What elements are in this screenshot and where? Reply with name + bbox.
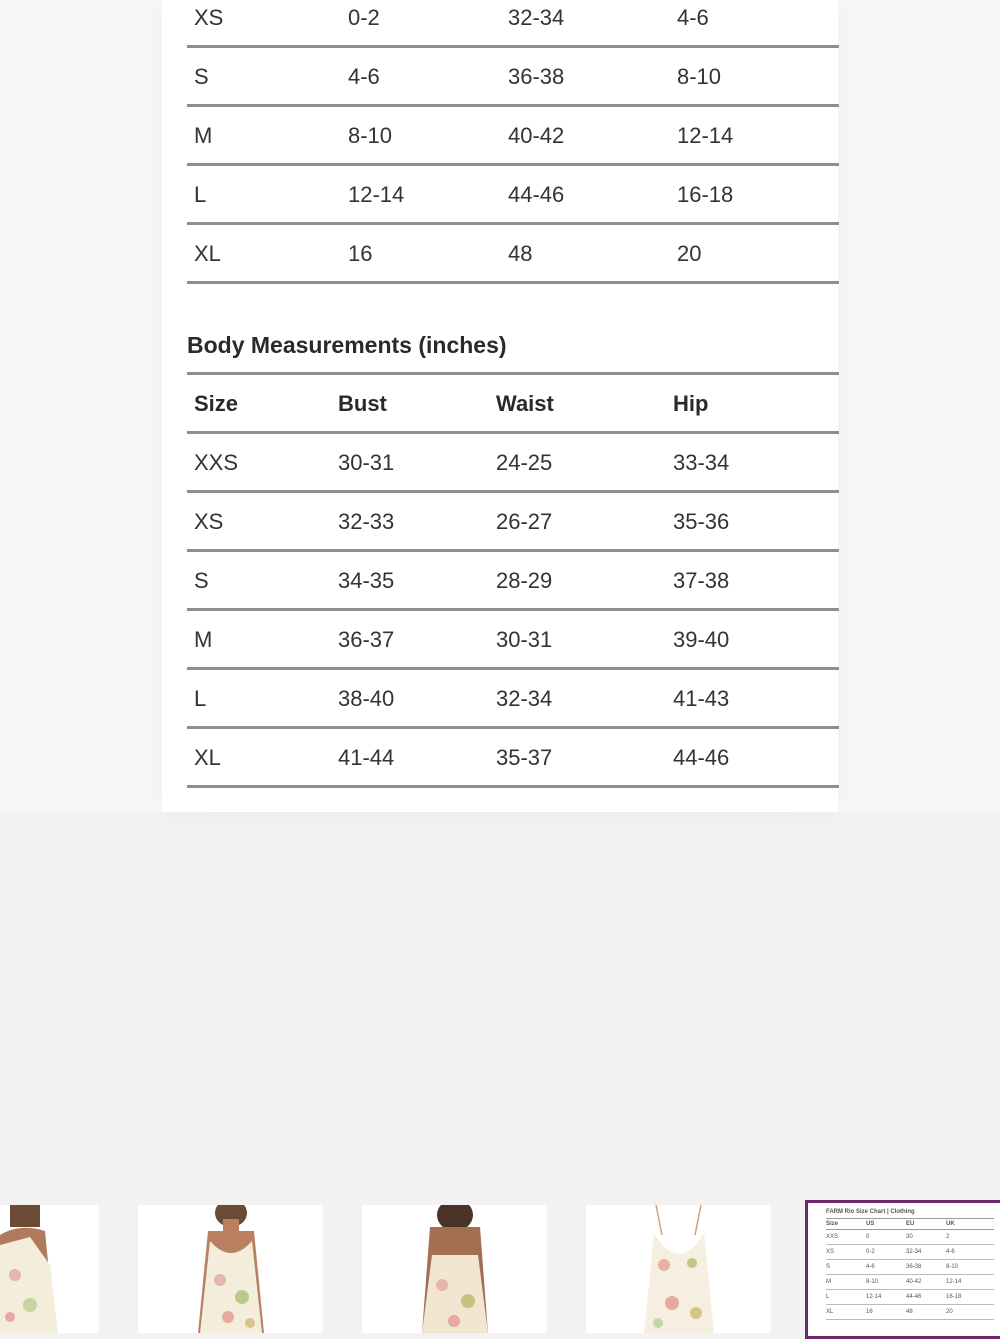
column-header-hip: Hip	[673, 391, 709, 416]
mini-header-us: US	[866, 1221, 875, 1227]
thumbnail-dress-front[interactable]	[138, 1205, 323, 1333]
table-row	[187, 729, 839, 788]
hip-cell: 37-38	[673, 568, 730, 593]
size-cell: XL	[194, 745, 221, 770]
hip-cell: 33-34	[673, 450, 730, 475]
mini-cell: 0-2	[866, 1249, 875, 1255]
mini-cell: 0	[866, 1234, 870, 1240]
thumbnail-strip	[0, 1200, 1000, 1333]
mini-cell: 12-14	[946, 1279, 962, 1285]
table-row	[187, 166, 839, 225]
mini-cell: 40-42	[906, 1279, 922, 1285]
mini-cell: 36-38	[906, 1264, 922, 1270]
us-cell: 8-10	[348, 123, 393, 148]
column-header-size: Size	[194, 391, 239, 416]
table-header-row	[187, 372, 839, 434]
bust-cell: 32-33	[338, 509, 395, 534]
size-cell: S	[194, 64, 209, 89]
mini-cell: 48	[906, 1309, 913, 1315]
thumbnail-dress-back[interactable]	[362, 1205, 547, 1333]
bust-cell: 38-40	[338, 686, 395, 711]
body-measurements-table	[187, 372, 839, 788]
size-cell: XL	[194, 241, 221, 266]
mini-header-eu: EU	[906, 1221, 915, 1227]
table-row	[187, 552, 839, 611]
mini-chart-row	[826, 1290, 994, 1305]
mini-chart-row	[826, 1245, 994, 1260]
mini-cell: L	[826, 1294, 830, 1300]
waist-cell: 28-29	[496, 568, 553, 593]
us-cell: 4-6	[348, 64, 380, 89]
mini-cell: 16	[866, 1309, 873, 1315]
table-row	[187, 225, 839, 284]
uk-cell: 20	[677, 241, 702, 266]
hip-cell: 44-46	[673, 745, 730, 770]
us-cell: 0-2	[348, 5, 380, 30]
mini-chart-title: FARM Rio Size Chart | Clothing	[826, 1209, 915, 1215]
uk-cell: 8-10	[677, 64, 722, 89]
thumbnail-image	[0, 1205, 99, 1333]
waist-cell: 35-37	[496, 745, 553, 770]
eu-cell: 44-46	[508, 182, 565, 207]
uk-cell: 4-6	[677, 5, 709, 30]
size-cell: L	[194, 686, 207, 711]
size-cell: L	[194, 182, 207, 207]
hip-cell: 39-40	[673, 627, 730, 652]
eu-cell: 40-42	[508, 123, 565, 148]
waist-cell: 30-31	[496, 627, 553, 652]
mini-chart-row	[826, 1275, 994, 1290]
waist-cell: 32-34	[496, 686, 553, 711]
thumbnail-image	[362, 1205, 547, 1333]
mini-cell: 8-10	[866, 1279, 879, 1285]
bust-cell: 34-35	[338, 568, 395, 593]
hip-cell: 41-43	[673, 686, 730, 711]
us-cell: 12-14	[348, 182, 405, 207]
mini-header-uk: UK	[946, 1221, 955, 1227]
table-row	[187, 107, 839, 166]
size-cell: S	[194, 568, 209, 593]
bust-cell: 36-37	[338, 627, 395, 652]
size-conversion-table	[187, 0, 839, 284]
mini-chart-row	[826, 1260, 994, 1275]
mini-cell: 44-46	[906, 1294, 922, 1300]
size-cell: M	[194, 123, 213, 148]
table-row	[187, 670, 839, 729]
size-cell: M	[194, 627, 213, 652]
size-cell: XS	[194, 509, 224, 534]
mini-cell: 20	[946, 1309, 953, 1315]
mini-chart-row	[826, 1230, 994, 1245]
uk-cell: 12-14	[677, 123, 734, 148]
table-row	[187, 434, 839, 493]
mini-cell: XXS	[826, 1234, 839, 1240]
mini-cell: M	[826, 1279, 831, 1285]
eu-cell: 36-38	[508, 64, 565, 89]
table-row	[187, 611, 839, 670]
mini-cell: 2	[946, 1234, 950, 1240]
us-cell: 16	[348, 241, 373, 266]
body-measurements-title: Body Measurements (inches)	[187, 332, 507, 358]
bust-cell: 41-44	[338, 745, 395, 770]
mini-cell: 12-14	[866, 1294, 882, 1300]
thumbnail-dress-flat[interactable]	[586, 1205, 771, 1333]
mini-cell: XS	[826, 1249, 835, 1255]
uk-cell: 16-18	[677, 182, 734, 207]
table-row	[187, 0, 839, 48]
mini-size-chart	[808, 1203, 1000, 1320]
mini-cell: 30	[906, 1234, 913, 1240]
mini-chart-row	[826, 1305, 994, 1320]
hip-cell: 35-36	[673, 509, 730, 534]
column-header-bust: Bust	[338, 391, 387, 416]
mini-cell: XL	[826, 1309, 834, 1315]
mini-cell: 16-18	[946, 1294, 962, 1300]
eu-cell: 32-34	[508, 5, 565, 30]
table-row	[187, 493, 839, 552]
bust-cell: 30-31	[338, 450, 395, 475]
thumbnail-dress-front-crop[interactable]	[0, 1205, 99, 1333]
waist-cell: 24-25	[496, 450, 553, 475]
mini-cell: 8-10	[946, 1264, 959, 1270]
waist-cell: 26-27	[496, 509, 553, 534]
size-cell: XS	[194, 5, 224, 30]
mini-chart-header	[826, 1218, 994, 1230]
thumbnail-size-chart[interactable]	[805, 1200, 1000, 1339]
table-row	[187, 48, 839, 107]
thumbnail-image	[586, 1205, 771, 1333]
mini-header-size: Size	[826, 1221, 839, 1227]
mini-cell: 32-34	[906, 1249, 922, 1255]
eu-cell: 48	[508, 241, 533, 266]
thumbnail-image	[138, 1205, 323, 1333]
column-header-waist: Waist	[496, 391, 554, 416]
mini-cell: 4-6	[866, 1264, 875, 1270]
mini-cell: S	[826, 1264, 831, 1270]
mini-cell: 4-6	[946, 1249, 955, 1255]
size-cell: XXS	[194, 450, 239, 475]
